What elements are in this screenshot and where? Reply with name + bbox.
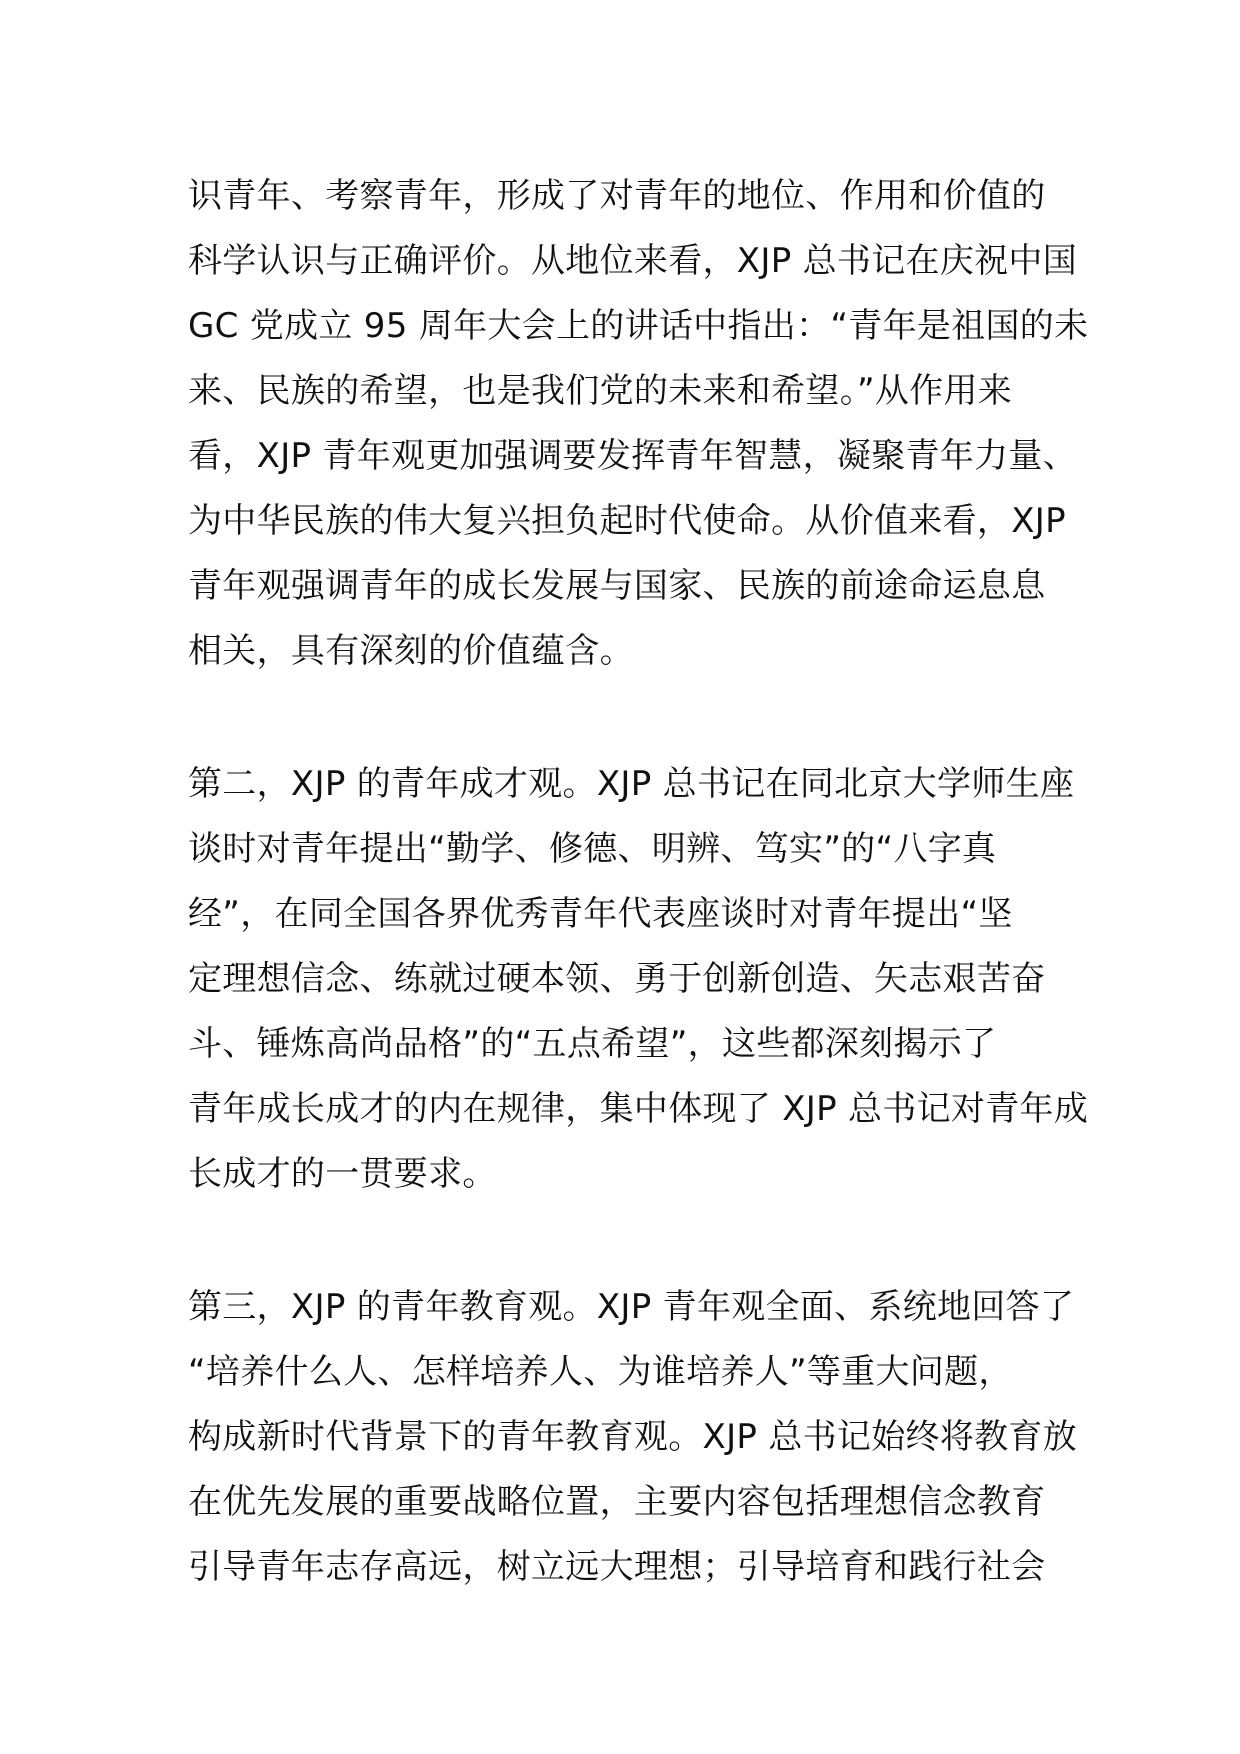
text-line: 谈时对青年提出“勤学、修德、明辨、笃实”的“八字真 <box>188 829 997 869</box>
text-line: 第二，XJP 的青年成才观。XJP 总书记在同北京大学师生座 <box>188 764 1075 804</box>
text-line: 识青年、考察青年，形成了对青年的地位、作用和价值的 <box>188 176 1046 216</box>
text-line: 来、民族的希望，也是我们党的未来和希望。”从作用来 <box>188 371 1013 411</box>
text-line: 长成才的一贯要求。 <box>188 1154 497 1194</box>
text-line: 看，XJP 青年观更加强调要发挥青年智慧，凝聚青年力量、 <box>188 436 1078 476</box>
text-line: 定理想信念、练就过硬本领、勇于创新创造、矢志艰苦奋 <box>188 959 1046 999</box>
text-line: 在优先发展的重要战略位置，主要内容包括理想信念教育 <box>188 1482 1046 1522</box>
text-line: 经”，在同全国各界优秀青年代表座谈时对青年提出“坚 <box>188 894 1013 934</box>
text-line: 科学认识与正确评价。从地位来看，XJP 总书记在庆祝中国 <box>188 241 1078 281</box>
text-line: 青年成长成才的内在规律，集中体现了 XJP 总书记对青年成 <box>188 1089 1089 1129</box>
paragraph-youth-status <box>188 164 1089 684</box>
text-line: “培养什么人、怎样培养人、为谁培养人”等重大问题， <box>188 1352 1013 1392</box>
text-line: GC 党成立 95 周年大会上的讲话中指出：“青年是祖国的未 <box>188 306 1089 346</box>
text-line: 为中华民族的伟大复兴担负起时代使命。从价值来看，XJP <box>188 501 1066 541</box>
text-line: 相关，具有深刻的价值蕴含。 <box>188 631 634 671</box>
text-line: 第三，XJP 的青年教育观。XJP 青年观全面、系统地回答了 <box>188 1287 1075 1327</box>
text-line: 引导青年志存高远，树立远大理想；引导培育和践行社会 <box>188 1547 1046 1587</box>
paragraph-youth-talent <box>188 752 1089 1207</box>
text-line: 青年观强调青年的成长发展与国家、民族的前途命运息息 <box>188 566 1046 606</box>
paragraph-youth-education <box>188 1275 1078 1600</box>
text-line: 构成新时代背景下的青年教育观。XJP 总书记始终将教育放 <box>188 1417 1078 1457</box>
text-line: 斗、锤炼高尚品格”的“五点希望”，这些都深刻揭示了 <box>188 1024 997 1064</box>
